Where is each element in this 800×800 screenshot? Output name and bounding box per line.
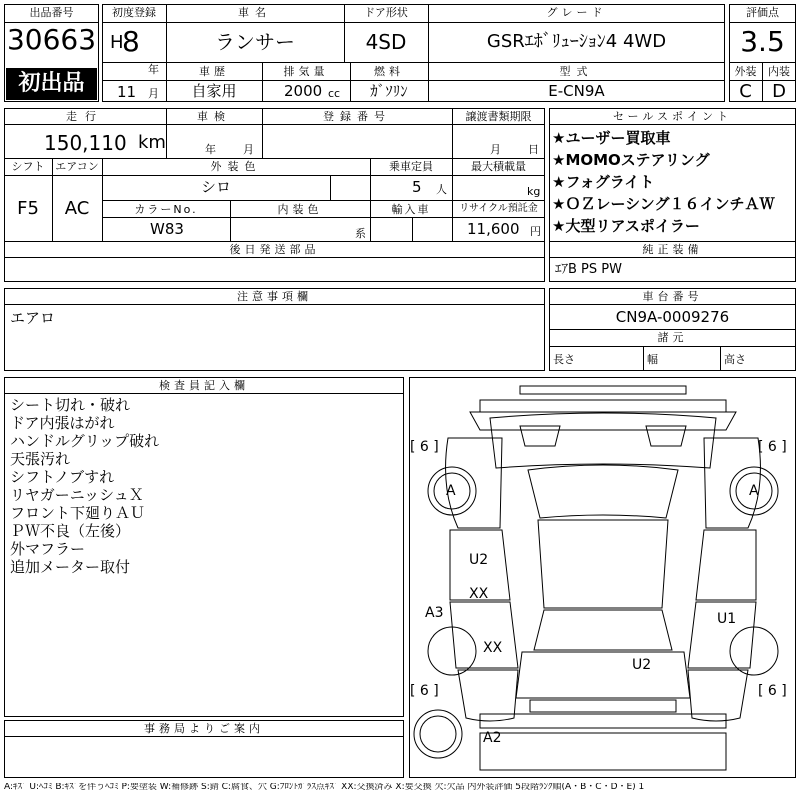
interior-grade: D [772,81,786,102]
grade-label: グレード [546,6,607,19]
inspector-note: シート切れ・破れ [10,396,131,414]
exterior-label: 外装 [734,65,757,78]
damage-mark: U2 [469,552,489,568]
first-listing-badge: 初出品 [6,68,97,100]
sales-point-5: ★大型リアスポイラー [552,217,700,235]
color-no: W83 [150,220,184,238]
chassis: CN9A-0009276 [615,308,730,326]
color: シロ [200,178,231,196]
exterior-grade: C [739,81,752,102]
inspector-note: ドア内張はがれ [10,414,115,432]
history: 自家用 [191,82,237,100]
wheel-front-right-mark: A [749,483,759,499]
inspector-note: 外マフラー [10,540,86,558]
sales-label: セールスポイント [612,110,732,123]
sales-point-2: ★MOMOステアリング [552,151,710,169]
caution: エアロ [10,309,56,327]
model-code: E-CN9A [548,82,605,100]
dims-label: 諸元 [657,331,688,344]
interior-label: 内装 [768,65,790,78]
inspection-label: 車検 [197,110,231,123]
car-outline [410,378,795,777]
transfer-day-unit: 日 [528,143,539,156]
inspector-label: 検査員記入欄 [159,379,249,392]
sales-point-3: ★フォグライト [552,173,655,191]
shift: F5 [17,198,39,219]
score-label: 評価点 [746,6,779,19]
car-diagram [409,377,796,778]
month-unit: 月 [148,87,159,100]
tire-tread-rear-left: [ 6 ] [410,683,439,699]
sales-point-4: ★ＯＺレーシング１６インチＡＷ [552,195,775,213]
interior-color-unit: 系 [355,227,366,240]
recycle-label: リサイクル預託金 [459,203,538,214]
ac-label: エアコン [55,160,99,173]
lot-number: 30663 [6,23,97,56]
equipment: ｴｱB PS PW [555,262,622,277]
year-unit: 年 [148,63,159,76]
inspector-note: フロント下廻りＡＵ [10,504,146,522]
recycle: 11,600 [467,220,520,238]
fuel: ｶﾞｿﾘﾝ [370,82,408,100]
displacement: 2000 [284,82,323,100]
mileage-unit: km [138,132,166,153]
score: 3.5 [740,25,785,58]
tire-tread-left: [ 6 ] [410,439,439,455]
transfer-label: 譲渡書類期限 [465,110,532,123]
tire-tread-right: [ 6 ] [758,439,787,455]
capacity-unit: 人 [436,183,447,196]
mileage: 150,110 [44,131,127,155]
grade: GSRｴﾎﾞﾘｭｰｼｮﾝ4 4WD [486,31,667,52]
first-reg-label: 初度登録 [112,6,156,19]
door-type: 4SD [365,30,407,54]
load-unit: kg [527,185,541,198]
inspector-note: シフトノブすれ [10,468,115,486]
color-no-label: カラーNo. [134,203,198,216]
first-reg-month: 11 [117,83,137,101]
inspector-note: リヤガーニッシュＸ [10,486,144,504]
damage-mark: U2 [632,657,652,673]
lot-label: 出品番号 [29,6,74,19]
model-label: 型式 [559,65,594,78]
load-label: 最大積載量 [471,160,526,173]
color-label: 外装色 [210,160,262,173]
transfer-month-unit: 月 [490,143,501,156]
damage-mark: XX [469,586,489,602]
later-parts-label: 後日発送部品 [229,243,320,256]
inspector-note: 追加メーター取付 [10,558,131,576]
inspection-year-unit: 年 [205,143,216,156]
history-label: 車歴 [199,65,229,78]
inspector-notes [10,396,159,576]
capacity: 5 [412,178,422,196]
tire-tread-rear-right: [ 6 ] [758,683,787,699]
door-label: ドア形状 [364,6,408,19]
first-reg-year: 8 [122,25,140,58]
width-label: 幅 [647,353,658,366]
length-label: 長さ [553,353,575,366]
plate-label: 登録番号 [323,110,391,123]
chassis-label: 車台番号 [642,290,703,303]
cc-unit: cc [328,87,341,100]
inspector-note: ハンドルグリップ破れ [10,432,160,450]
legend: A:ｷｽﾞ U:ﾍｺﾐ B:ｷｽﾞを伴うﾍｺﾐ P:要塗装 W:補修跡 S:錆 C:腐食、穴 G:ﾌﾛﾝﾄｶﾞﾗｽ点ｷｽﾞ XX:交換済み X:要交換 欠:欠品 内外装評価 5段階ﾗﾝｸ順(A・B・C・D・E) 1 [4,783,645,792]
fuel-label: 燃料 [374,65,404,78]
damage-mark: XX [483,640,503,656]
inspector-note: ＰＷ不良（左後） [10,522,131,540]
car-name: ランサー [215,30,295,54]
shift-label: シフト [11,160,45,173]
damage-mark: A3 [425,605,444,621]
inspection-month-unit: 月 [243,143,254,156]
car-name-label: 車名 [238,6,272,19]
equipment-label: 純正装備 [642,243,703,256]
era-mark: H [110,32,124,53]
interior-color-label: 内装色 [277,203,323,216]
inspector-note: 天張汚れ [10,450,71,468]
wheel-front-left-mark: A [446,483,456,499]
caution-label: 注意事項欄 [237,290,312,303]
ac: AC [64,198,90,219]
yen-unit: 円 [530,225,541,238]
sales-point-1: ★ユーザー買取車 [552,129,671,147]
capacity-label: 乗車定員 [389,160,433,173]
import-label: 輸入車 [391,203,431,216]
damage-mark: A2 [483,730,502,746]
office-label: 事務局よりご案内 [144,722,264,735]
height-label: 高さ [724,353,746,366]
damage-mark: U1 [717,611,737,627]
mileage-label: 走行 [66,110,104,123]
displacement-label: 排気量 [283,65,329,78]
